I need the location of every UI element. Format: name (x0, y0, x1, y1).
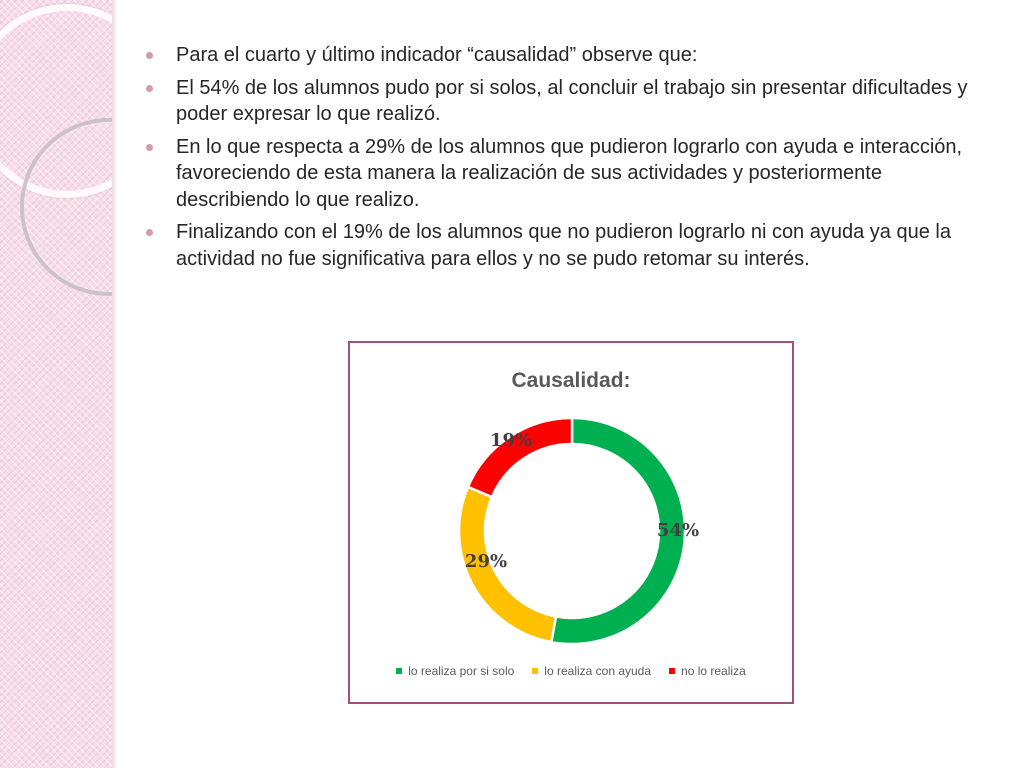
legend-label: lo realiza por si solo (408, 664, 515, 678)
legend-swatch-icon (396, 668, 402, 674)
bullet-dot-icon (146, 52, 153, 59)
bullet-text: Finalizando con el 19% de los alumnos que no pudieron lograrlo ni con ayuda ya que la actividad no fue significativa para ellos y no se pudo retomar su interés. (176, 221, 951, 270)
bullet-text: El 54% de los alumnos pudo por si solos, al concluir el trabajo sin presentar dificultades y poder expresar lo que realizó. (176, 76, 968, 125)
legend-item (532, 664, 651, 678)
legend-label: lo realiza con ayuda (544, 664, 652, 678)
decorative-side-panel (0, 0, 112, 768)
bullet-dot-icon (146, 144, 153, 151)
bullet-dot-icon (146, 229, 153, 236)
bullet-list (146, 42, 996, 278)
bullet-item (146, 75, 996, 128)
slice-data-label: 54% (656, 520, 700, 541)
donut-chart (350, 343, 792, 702)
side-panel-edge (112, 0, 118, 768)
legend-item (669, 664, 746, 678)
bullet-text: Para el cuarto y último indicador “causalidad” observe que: (176, 44, 698, 66)
bullet-item (146, 134, 996, 214)
bullet-text: En lo que respecta a 29% de los alumnos que pudieron lograrlo con ayuda e interacción, favoreciendo de esta manera la realización de sus actividades y posteriormente describiendo lo que realizo. (176, 135, 963, 211)
slice-data-label: 29% (464, 551, 508, 572)
bullet-dot-icon (146, 85, 153, 92)
legend-swatch-icon (532, 668, 538, 674)
legend-item (396, 664, 514, 678)
legend-swatch-icon (669, 668, 675, 674)
chart-legend (350, 664, 792, 678)
bullet-item (146, 219, 996, 272)
chart-title: Causalidad: (511, 369, 631, 392)
chart-frame (348, 341, 794, 704)
bullet-item (146, 42, 996, 69)
legend-label: no lo realiza (681, 664, 746, 678)
slice-data-label: 19% (489, 430, 533, 451)
